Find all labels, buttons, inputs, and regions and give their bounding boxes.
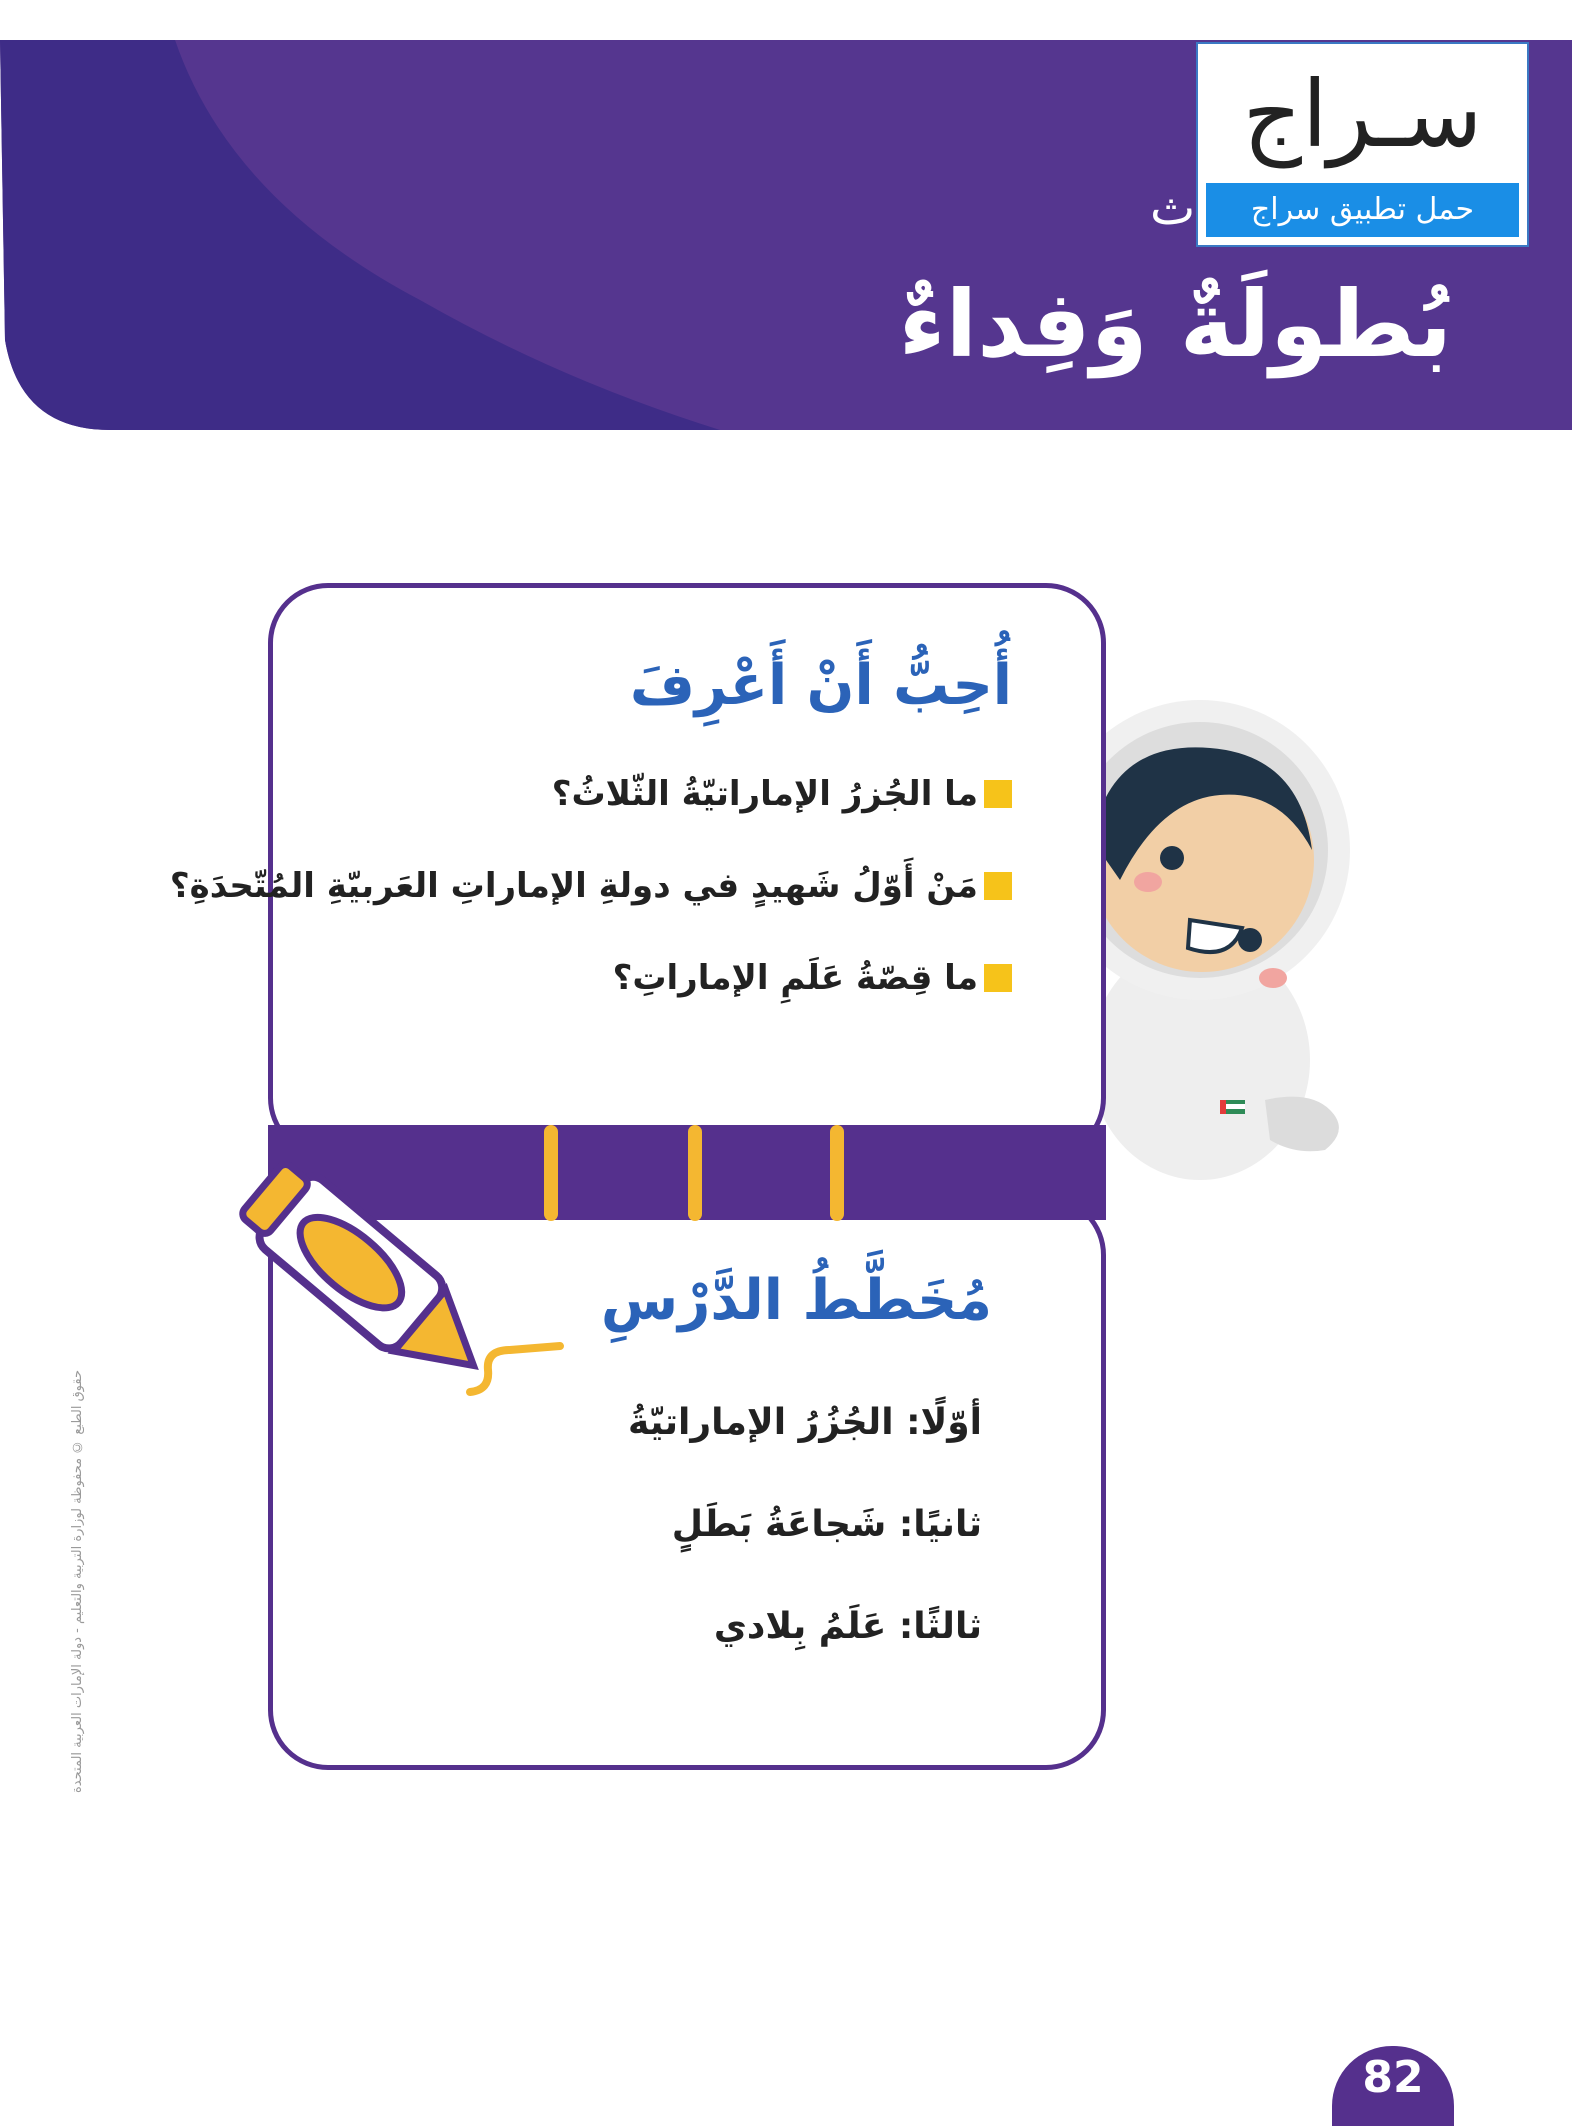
question-item [170, 840, 1012, 932]
header-partial-char: ث [1150, 180, 1196, 236]
question-item [170, 748, 1012, 840]
square-bullet-icon [984, 872, 1012, 900]
questions-list [170, 748, 1012, 1024]
lesson-plan-list [628, 1372, 982, 1678]
question-text: ما الجُزرُ الإماراتيّةُ الثّلاثُ؟ [551, 774, 978, 814]
binder-ring [688, 1125, 702, 1221]
logo-download-strip: حمل تطبيق سراج [1206, 183, 1519, 237]
plan-item: أوّلًا: الجُزُرُ الإماراتيّةُ [628, 1402, 982, 1443]
copyright-notice: حقوق الطبع © محفوظة لوزارة التربية والتعليم - دولة الإمارات العربية المتحدة [70, 1370, 85, 1794]
plan-item: ثالثًا: عَلَمُ بِلادي [713, 1606, 982, 1647]
logo-word: سـراج [1242, 61, 1483, 168]
question-text: مَنْ أَوّلُ شَهيدٍ في دولةِ الإماراتِ العَربيّةِ المُتّحدَةِ؟ [169, 866, 978, 906]
plan-item: ثانيًا: شَجاعَةُ بَطَلٍ [671, 1504, 982, 1545]
lesson-title: بُطولَةٌ وَفِداءٌ [898, 271, 1452, 378]
know-heading: أُحِبُّ أَنْ أَعْرِفَ [629, 653, 1012, 718]
page-number: 82 [1362, 2052, 1424, 2103]
plan-heading: مُخَطَّطُ الدَّرْسِ [600, 1268, 992, 1333]
square-bullet-icon [984, 780, 1012, 808]
question-item [170, 932, 1012, 1024]
square-bullet-icon [984, 964, 1012, 992]
question-text: ما قِصّةُ عَلَمِ الإماراتِ؟ [612, 958, 978, 998]
astronaut-illustration [1080, 700, 1380, 1200]
binder-ring [830, 1125, 844, 1221]
app-logo[interactable] [1196, 42, 1529, 247]
crayon-icon [220, 1150, 580, 1430]
